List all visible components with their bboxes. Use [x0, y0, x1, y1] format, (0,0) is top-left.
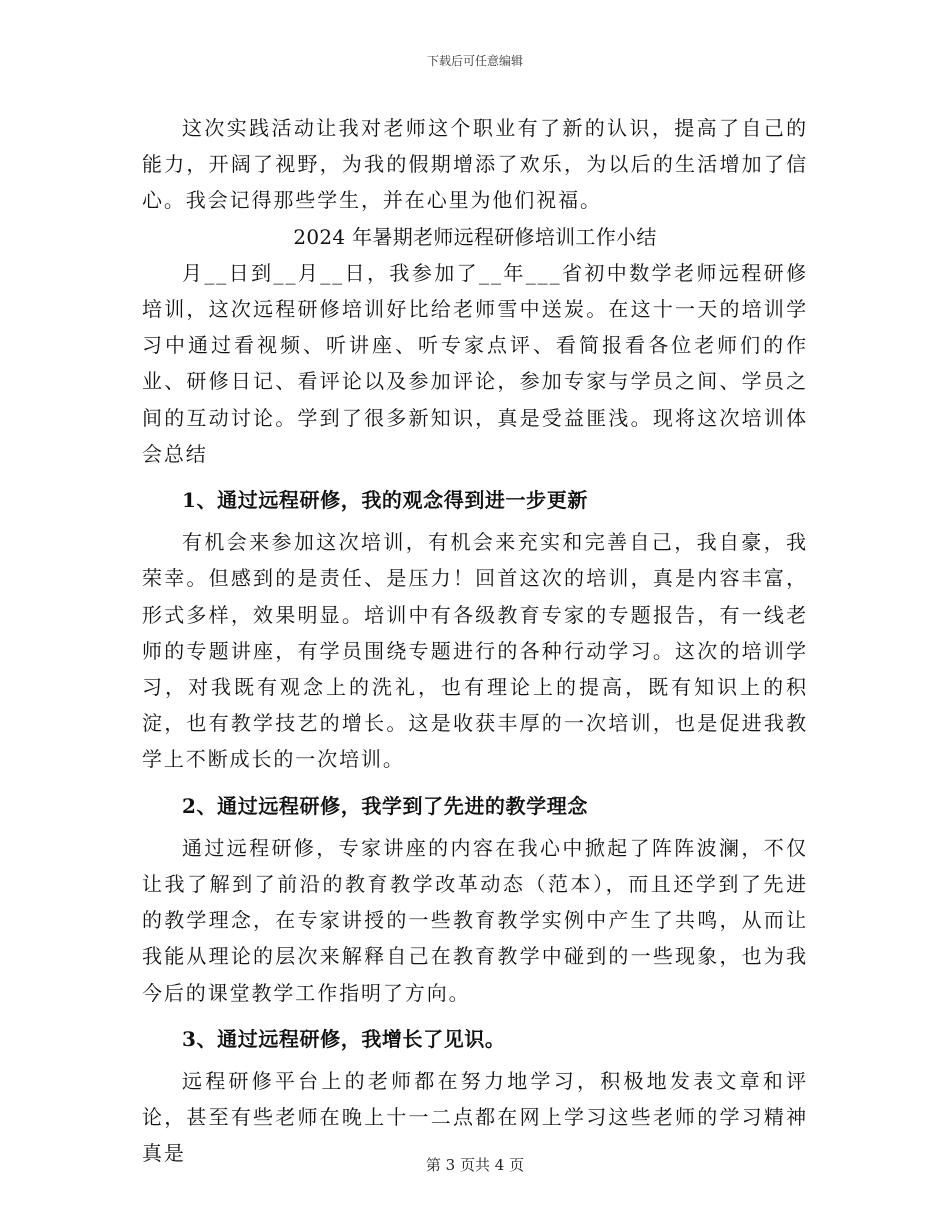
section-heading-3: 3、通过远程研修，我增长了见识。 — [182, 1026, 506, 1051]
document-title: 2024 年暑期老师远程研修培训工作小结 — [293, 224, 657, 249]
section-text-1: 有机会来参加这次培训，有机会来充实和完善自己，我自豪，我荣幸。但感到的是责任、是压力！回首这次的培训，真是内容丰富，形式多样，效果明显。培训中有各级教育专家的专题报告，有一线老师的专题讲座，有学员围绕专题进行的各种行动学习。这次的培训学习，对我既有观念上的洗礼，也有理论上的提高，既有知识上的积淀，也有教学技艺的增长。这是收获丰厚的一次培训，也是促进我教学上不断成长的一次培训。 — [142, 530, 808, 772]
section-heading-2: 2、通过远程研修，我学到了先进的教学理念 — [182, 793, 588, 818]
document-body — [142, 110, 808, 1172]
page-header: 下载后可任意编辑 — [426, 54, 523, 68]
section-text-2: 通过远程研修，专家讲座的内容在我心中掀起了阵阵波澜，不仅让我了解到了前沿的教育教学改革动态（范本），而且还学到了先进的教学理念，在专家讲授的一些教育教学实例中产生了共鸣，从而让我能从理论的层次来解释自己在教育教学中碰到的一些现象，也为我今后的课堂教学工作指明了方向。 — [142, 835, 808, 1005]
page-footer: 第 3 页共 4 页 — [425, 1156, 525, 1174]
opening-paragraph: 月__日到__月__日，我参加了__年___省初中数学老师远程研修培训，这次远程研修培训好比给老师雪中送炭。在这十一天的培训学习中通过看视频、听讲座、听专家点评、看简报看各位老师们的作业、研修日记、看评论以及参加评论，参加专家与学员之间、学员之间的互动讨论。学到了很多新知识，真是受益匪浅。现将这次培训体会总结 — [142, 260, 808, 466]
intro-paragraph: 这次实践活动让我对老师这个职业有了新的认识，提高了自己的能力，开阔了视野，为我的假期增添了欢乐，为以后的生活增加了信心。我会记得那些学生，并在心里为他们祝福。 — [142, 116, 808, 213]
section-heading-1: 1、通过远程研修，我的观念得到进一步更新 — [182, 488, 588, 513]
section-text-3: 远程研修平台上的老师都在努力地学习，积极地发表文章和评论，甚至有些老师在晚上十一二点都在网上学习这些老师的学习精神真是 — [142, 1069, 808, 1166]
